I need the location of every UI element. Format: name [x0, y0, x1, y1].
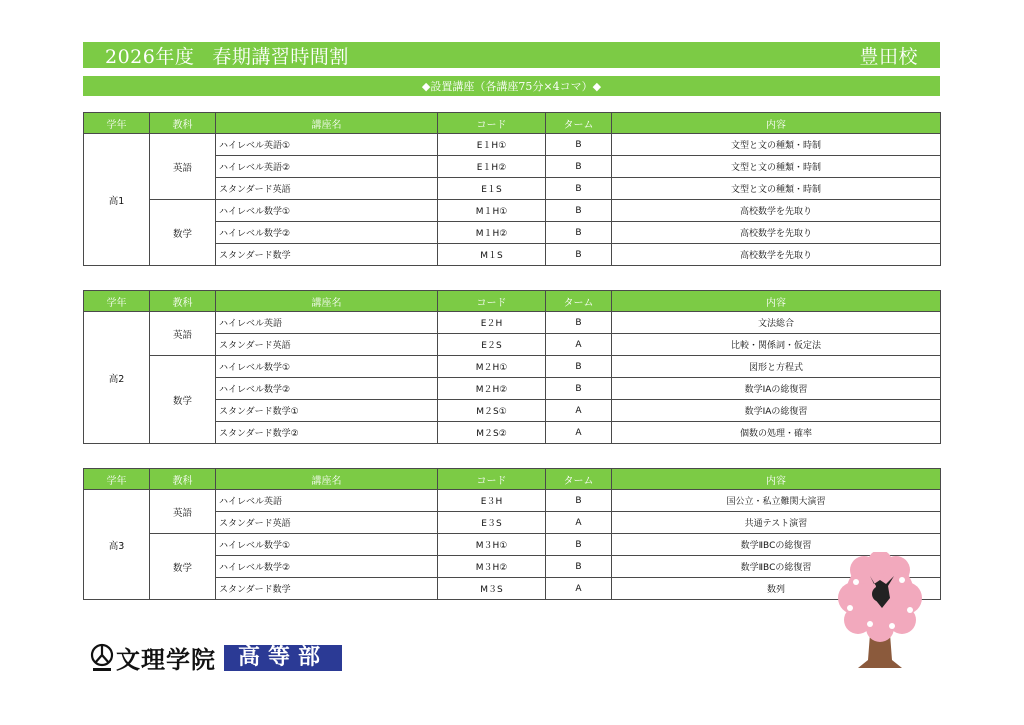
subject-cell: 英語: [150, 134, 216, 200]
grade-header: 学年: [84, 113, 150, 134]
table-row: [84, 356, 941, 378]
term-cell: B: [546, 490, 612, 512]
course-name-cell: スタンダード数学②: [216, 422, 438, 444]
content-cell: 高校数学を先取り: [612, 244, 941, 266]
course-name-cell: ハイレベル英語①: [216, 134, 438, 156]
term-cell: B: [546, 356, 612, 378]
campus-label: 豊田校: [859, 45, 918, 68]
table-row: [84, 490, 941, 512]
code-header: コード: [438, 113, 546, 134]
grade-header: 学年: [84, 469, 150, 490]
course-code-cell: M２S②: [438, 422, 546, 444]
content-cell: 文型と文の種類・時制: [612, 134, 941, 156]
content-header: 内容: [612, 469, 941, 490]
subject-header: 教科: [150, 291, 216, 312]
grade-cell: 高3: [84, 490, 150, 600]
term-cell: B: [546, 534, 612, 556]
code-header: コード: [438, 291, 546, 312]
table-row: [84, 134, 941, 156]
course-name-cell: スタンダード英語: [216, 334, 438, 356]
course-code-cell: M３H①: [438, 534, 546, 556]
grade-cell: 高2: [84, 312, 150, 444]
content-cell: 数学ⅠAの総復習: [612, 400, 941, 422]
content-cell: 共通テスト演習: [612, 512, 941, 534]
term-cell: B: [546, 556, 612, 578]
content-cell: 文型と文の種類・時制: [612, 156, 941, 178]
subject-cell: 数学: [150, 356, 216, 444]
term-cell: A: [546, 512, 612, 534]
course-name-cell: ハイレベル数学①: [216, 356, 438, 378]
table-row: [84, 312, 941, 334]
timetable-grade-3: [83, 468, 941, 600]
term-cell: A: [546, 578, 612, 600]
content-cell: 高校数学を先取り: [612, 200, 941, 222]
term-cell: A: [546, 400, 612, 422]
term-cell: B: [546, 312, 612, 334]
content-cell: 文法総合: [612, 312, 941, 334]
subject-header: 教科: [150, 113, 216, 134]
term-cell: B: [546, 156, 612, 178]
course-name-cell: ハイレベル英語: [216, 312, 438, 334]
content-cell: 国公立・私立難関大演習: [612, 490, 941, 512]
course-name-cell: スタンダード数学①: [216, 400, 438, 422]
course-code-cell: E１S: [438, 178, 546, 200]
course-name-cell: スタンダード数学: [216, 244, 438, 266]
course-code-cell: E３S: [438, 512, 546, 534]
header-row: [84, 113, 941, 134]
course-name-cell: スタンダード英語: [216, 512, 438, 534]
schedule-label: 春期講習時間割: [212, 45, 349, 68]
term-cell: B: [546, 178, 612, 200]
content-cell: 数学ⅡBCの総復習: [612, 534, 941, 556]
course-code-cell: M１H①: [438, 200, 546, 222]
term-cell: B: [546, 244, 612, 266]
school-logo: [90, 640, 342, 675]
term-cell: B: [546, 134, 612, 156]
content-cell: 文型と文の種類・時制: [612, 178, 941, 200]
content-cell: 高校数学を先取り: [612, 222, 941, 244]
course-name-cell: ハイレベル数学②: [216, 222, 438, 244]
course-code-cell: E２S: [438, 334, 546, 356]
course-code-cell: M２S①: [438, 400, 546, 422]
course-code-cell: M３H②: [438, 556, 546, 578]
title-banner: [83, 42, 940, 68]
page-title: [105, 42, 349, 69]
course-subheader: [83, 76, 940, 96]
course-code-cell: E１H②: [438, 156, 546, 178]
subject-cell: 英語: [150, 312, 216, 356]
grade-cell: 高1: [84, 134, 150, 266]
content-cell: 比較・関係詞・仮定法: [612, 334, 941, 356]
term-cell: A: [546, 334, 612, 356]
content-cell: 数列: [612, 578, 941, 600]
year-label: 2026年度: [105, 45, 195, 68]
course-name-cell: ハイレベル数学①: [216, 200, 438, 222]
division-badge: 高等部: [224, 645, 342, 671]
timetable-grade-2: [83, 290, 941, 444]
course-name-cell: ハイレベル数学②: [216, 556, 438, 578]
content-cell: 個数の処理・確率: [612, 422, 941, 444]
grade-header: 学年: [84, 291, 150, 312]
course-name-header: 講座名: [216, 291, 438, 312]
timetable-grade-1: [83, 112, 941, 266]
content-cell: 図形と方程式: [612, 356, 941, 378]
course-name-cell: ハイレベル英語: [216, 490, 438, 512]
school-name: 文理学院: [116, 646, 216, 674]
subject-cell: 数学: [150, 534, 216, 600]
course-name-header: 講座名: [216, 469, 438, 490]
term-cell: B: [546, 378, 612, 400]
course-name-header: 講座名: [216, 113, 438, 134]
subject-cell: 数学: [150, 200, 216, 266]
course-code-cell: E１H①: [438, 134, 546, 156]
subject-header: 教科: [150, 469, 216, 490]
course-code-cell: M１S: [438, 244, 546, 266]
content-header: 内容: [612, 113, 941, 134]
course-name-cell: スタンダード英語: [216, 178, 438, 200]
table-row: [84, 200, 941, 222]
code-header: コード: [438, 469, 546, 490]
course-name-cell: ハイレベル数学①: [216, 534, 438, 556]
bunri-logo-icon: [90, 642, 114, 674]
subject-cell: 英語: [150, 490, 216, 534]
course-subheader-label: ◆設置講座（各講座75分×4コマ）◆: [421, 80, 602, 93]
term-header: ターム: [546, 469, 612, 490]
content-header: 内容: [612, 291, 941, 312]
content-cell: 数学ⅡBCの総復習: [612, 556, 941, 578]
course-code-cell: M１H②: [438, 222, 546, 244]
course-code-cell: M３S: [438, 578, 546, 600]
term-cell: B: [546, 200, 612, 222]
course-code-cell: E２H: [438, 312, 546, 334]
term-cell: A: [546, 422, 612, 444]
course-code-cell: M２H①: [438, 356, 546, 378]
course-name-cell: スタンダード数学: [216, 578, 438, 600]
course-code-cell: E３H: [438, 490, 546, 512]
cherry-blossom-tree-icon: [830, 552, 930, 672]
course-name-cell: ハイレベル数学②: [216, 378, 438, 400]
table-row: [84, 534, 941, 556]
header-row: [84, 291, 941, 312]
header-row: [84, 469, 941, 490]
content-cell: 数学ⅠAの総復習: [612, 378, 941, 400]
term-cell: B: [546, 222, 612, 244]
course-name-cell: ハイレベル英語②: [216, 156, 438, 178]
term-header: ターム: [546, 113, 612, 134]
term-header: ターム: [546, 291, 612, 312]
course-code-cell: M２H②: [438, 378, 546, 400]
